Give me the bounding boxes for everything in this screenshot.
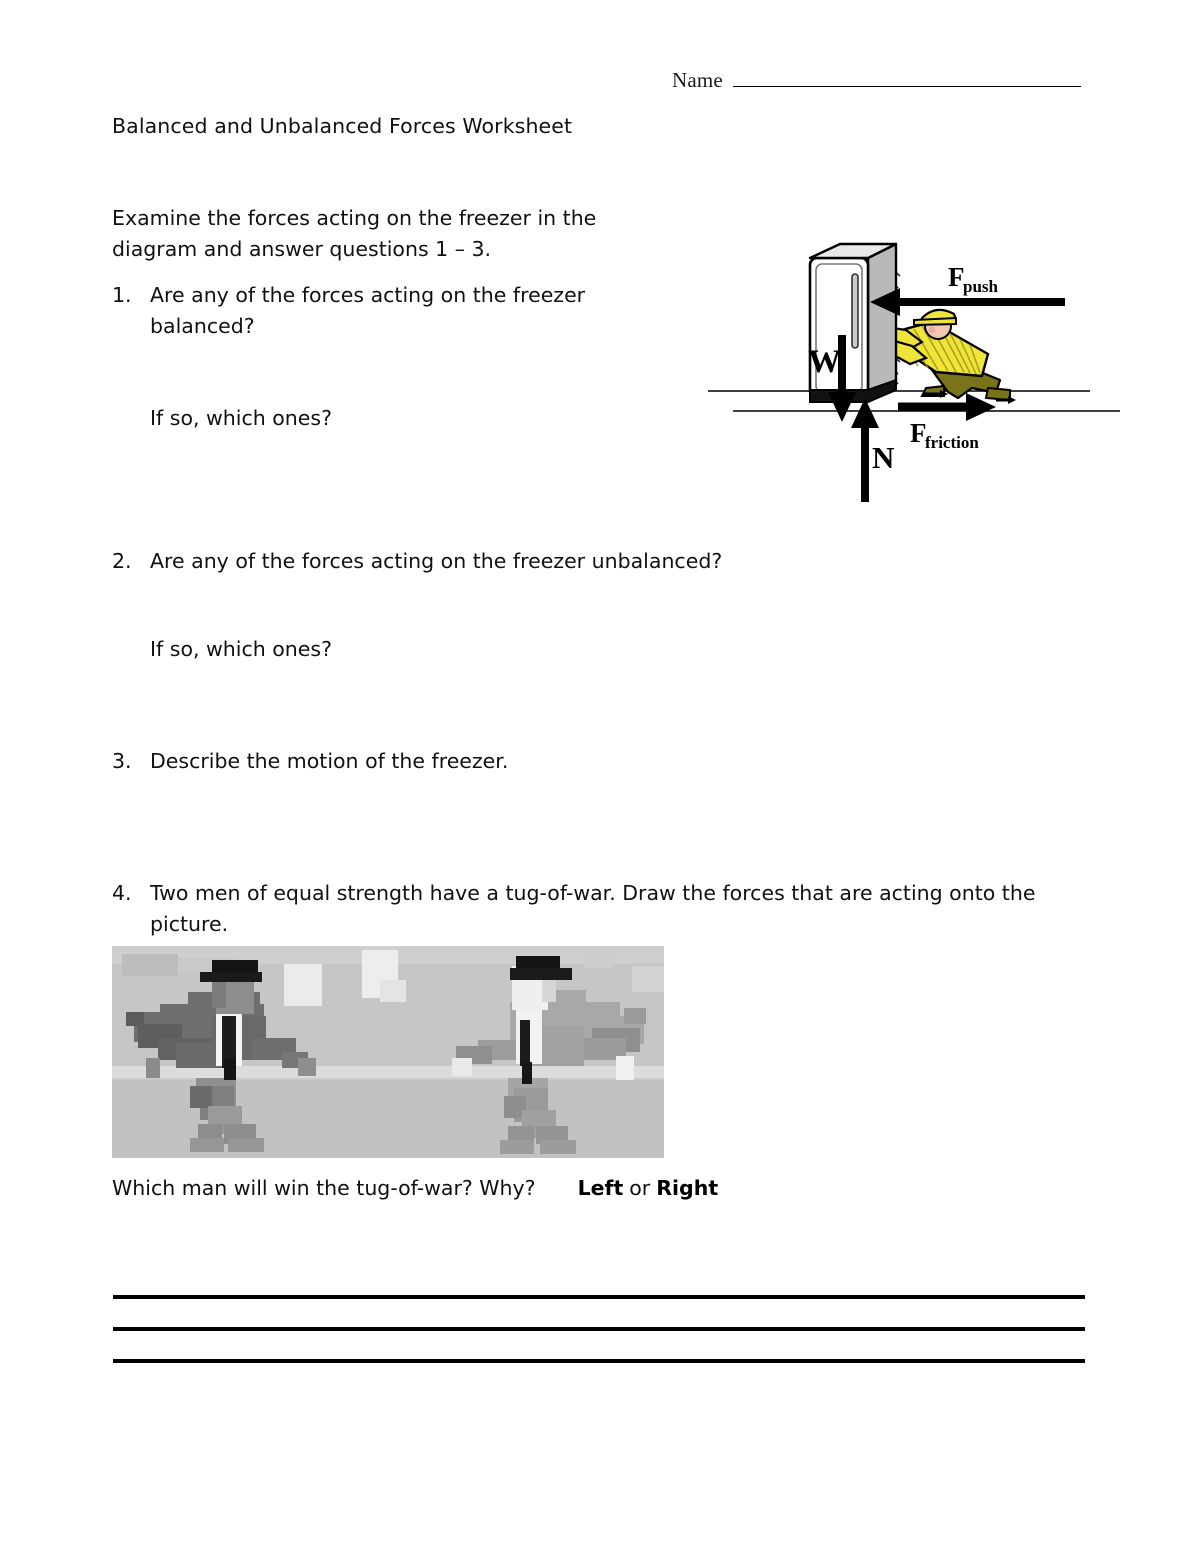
- question-3: [112, 746, 812, 777]
- question-4-text: Two men of equal strength have a tug-of-war. Draw the forces that are acting onto the picture.: [150, 881, 1036, 936]
- answer-line-2[interactable]: [113, 1327, 1085, 1331]
- question-1: [112, 280, 672, 342]
- question-3-text: Describe the motion of the freezer.: [150, 749, 509, 773]
- freezer-force-diagram: [700, 230, 1120, 520]
- right-man-hand-back: [616, 1056, 634, 1080]
- force-arrow-friction: [898, 393, 996, 421]
- closing-question-text: Which man will win the tug-of-war? Why?: [112, 1176, 536, 1200]
- force-label-friction-sub: friction: [925, 433, 979, 452]
- left-man-hand: [298, 1058, 316, 1076]
- question-2-followup: If so, which ones?: [150, 637, 332, 661]
- force-label-friction: [910, 418, 979, 452]
- freezer-door-handle: [852, 274, 858, 348]
- name-field-row: [672, 68, 1081, 93]
- force-label-push-sub: push: [963, 277, 998, 296]
- name-input-line[interactable]: [733, 86, 1081, 87]
- answer-line-3[interactable]: [113, 1359, 1085, 1363]
- force-label-weight: W: [808, 344, 841, 380]
- force-label-push: [948, 262, 999, 296]
- force-label-normal: N: [872, 440, 895, 475]
- tug-of-war-image: [112, 946, 664, 1158]
- closing-question: [112, 1176, 718, 1200]
- right-man-hand-front: [452, 1058, 472, 1076]
- question-3-number: 3.: [112, 749, 132, 773]
- question-2-number: 2.: [112, 549, 132, 573]
- question-1-text: Are any of the forces acting on the freezer balanced?: [150, 283, 586, 338]
- intro-paragraph: Examine the forces acting on the freezer in the diagram and answer questions 1 – 3.: [112, 206, 597, 261]
- question-4-number: 4.: [112, 881, 132, 905]
- question-4: [112, 878, 1092, 940]
- choice-left[interactable]: Left: [577, 1176, 624, 1200]
- page-title: Balanced and Unbalanced Forces Worksheet: [112, 114, 573, 138]
- question-2-text: Are any of the forces acting on the freezer unbalanced?: [150, 549, 723, 573]
- force-label-friction-main: F: [910, 418, 927, 448]
- question-1-followup: If so, which ones?: [150, 406, 332, 430]
- force-label-push-main: F: [948, 262, 965, 292]
- choice-right[interactable]: Right: [656, 1176, 719, 1200]
- choice-conjunction: or: [629, 1176, 651, 1200]
- question-2: [112, 546, 872, 577]
- answer-line-1[interactable]: [113, 1295, 1085, 1299]
- question-1-number: 1.: [112, 283, 132, 307]
- name-label: Name: [672, 68, 723, 92]
